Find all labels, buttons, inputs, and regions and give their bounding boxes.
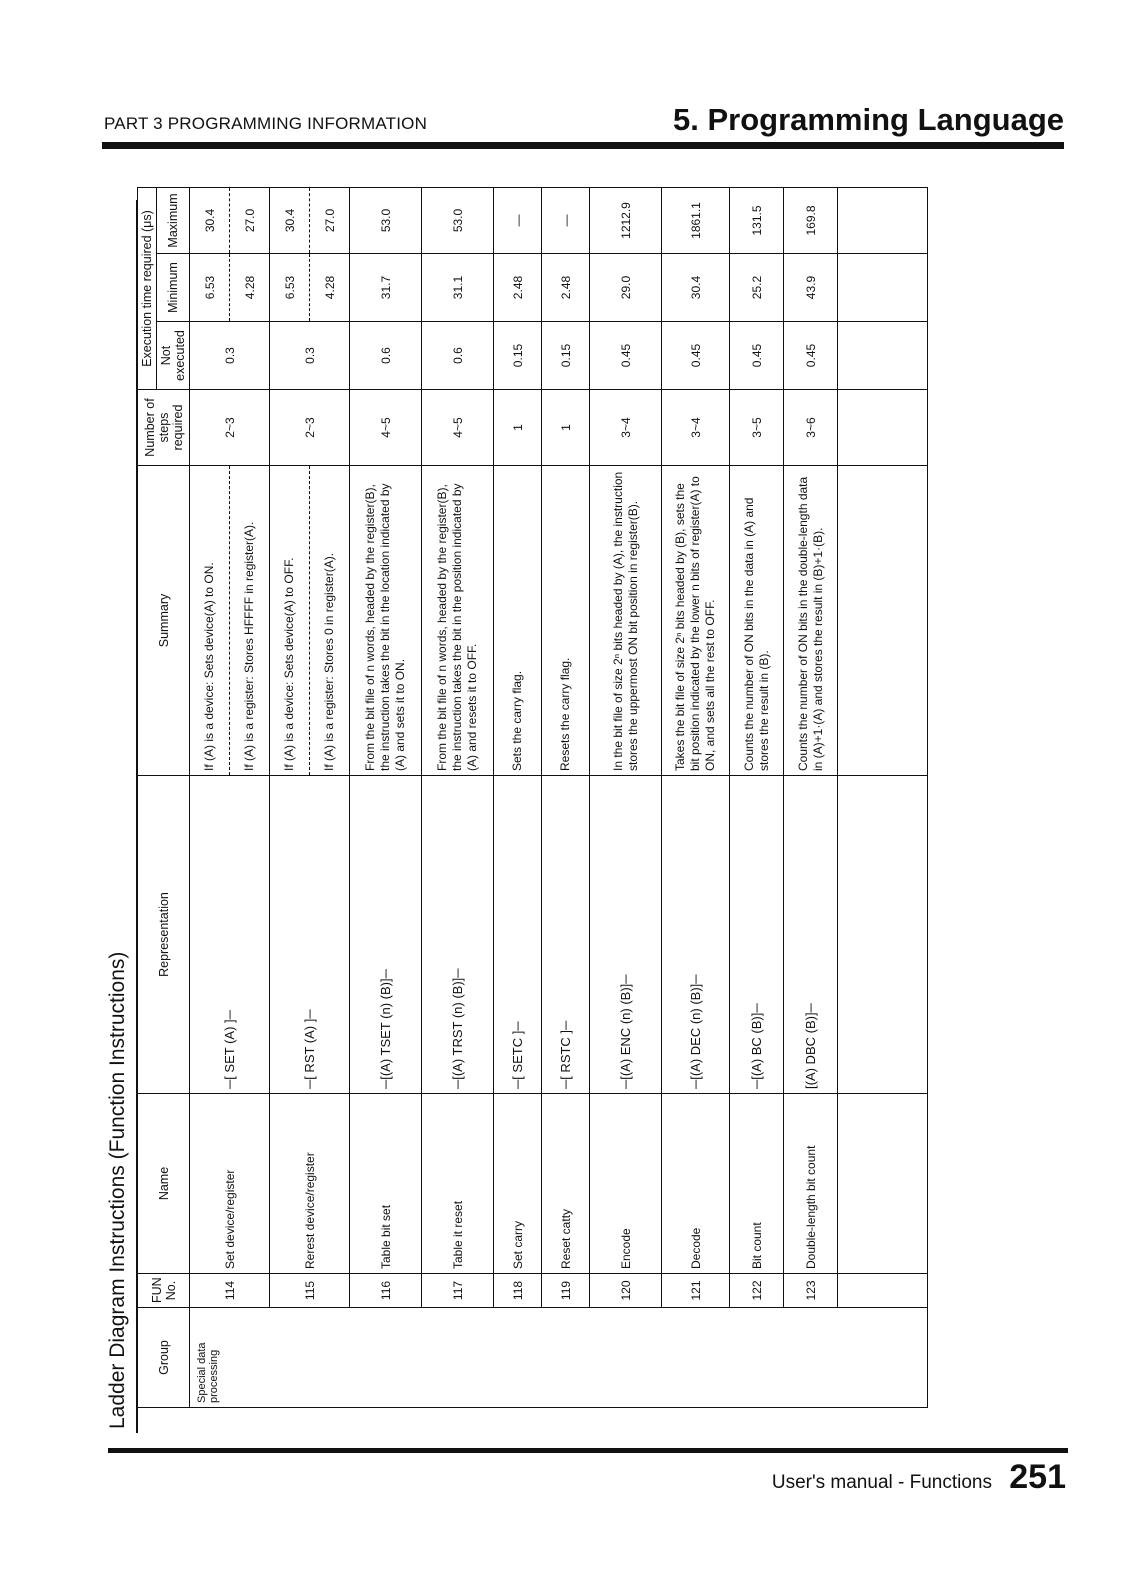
table-row <box>422 187 494 1407</box>
empty-cell <box>838 1094 928 1274</box>
instruction-name: Bit count <box>730 1094 784 1274</box>
col-exec-time: Execution time required (μs) <box>138 187 157 389</box>
steps: 3~5 <box>730 390 784 466</box>
minimum: 25.2 <box>730 254 784 322</box>
group-cell: Special data processing <box>190 1308 928 1408</box>
empty-cell <box>838 1274 928 1308</box>
not-executed: 0.45 <box>590 322 662 390</box>
col-maximum: Maximum <box>157 187 190 253</box>
fun-no: 116 <box>350 1274 422 1308</box>
representation: ─[ RSTC ]─ <box>542 776 590 1094</box>
representation: ─[(A) BC (B)]─ <box>730 776 784 1094</box>
summary: From the bit file of n words, headed by the register(B), the instruction takes the bit in the position indicated by (A) and resets it to OFF. <box>422 466 494 776</box>
summary: Sets the carry flag. <box>494 466 542 776</box>
summary: If (A) is a device: Sets device(A) to ON. <box>190 466 230 776</box>
col-not-executed: Not executed <box>157 322 190 390</box>
table-row <box>784 187 838 1407</box>
summary: From the bit file of n words, headed by the register(B), the instruction takes the bit in the location indicated by (A) and sets it to ON. <box>350 466 422 776</box>
steps: 4~5 <box>422 390 494 466</box>
instruction-name: Set device/register <box>190 1094 270 1274</box>
fun-no: 123 <box>784 1274 838 1308</box>
minimum: 30.4 <box>662 254 730 322</box>
part-heading: PART 3 PROGRAMMING INFORMATION <box>104 114 428 133</box>
minimum: 6.53 <box>190 254 230 322</box>
fun-no: 122 <box>730 1274 784 1308</box>
minimum: 2.48 <box>542 254 590 322</box>
not-executed: 0.15 <box>494 322 542 390</box>
instruction-name: Double-length bit count <box>784 1094 838 1274</box>
instruction-name: Set carry <box>494 1094 542 1274</box>
minimum: 29.0 <box>590 254 662 322</box>
representation: ─[(A) TRST (n) (B)]─ <box>422 776 494 1094</box>
table-title: Ladder Diagram Instructions (Function Instructions) <box>106 951 129 1429</box>
col-summary: Summary <box>138 466 190 776</box>
not-executed: 0.45 <box>730 322 784 390</box>
minimum: 4.28 <box>310 254 350 322</box>
summary: Counts the number of ON bits in the double-length data in (A)+1·(A) and stores the result in (B)+1·(B). <box>784 466 838 776</box>
representation: ─[ SETC ]─ <box>494 776 542 1094</box>
not-executed: 0.15 <box>542 322 590 390</box>
table-row <box>350 187 422 1407</box>
summary: If (A) is a register: Stores HFFFF in register(A). <box>230 466 270 776</box>
col-group: Group <box>138 1308 190 1408</box>
empty-cell <box>838 390 928 466</box>
fun-no: 118 <box>494 1274 542 1308</box>
minimum: 31.7 <box>350 254 422 322</box>
table-row <box>662 187 730 1407</box>
not-executed: 0.45 <box>784 322 838 390</box>
table-row <box>494 187 542 1407</box>
table-row <box>542 187 590 1407</box>
table-row <box>270 187 310 1407</box>
not-executed: 0.3 <box>190 322 270 390</box>
minimum: 4.28 <box>230 254 270 322</box>
steps: 3~4 <box>590 390 662 466</box>
representation: ─[(A) TSET (n) (B)]─ <box>350 776 422 1094</box>
col-name: Name <box>138 1094 190 1274</box>
steps: 1 <box>542 390 590 466</box>
maximum: 131.5 <box>730 187 784 253</box>
maximum: 27.0 <box>230 187 270 253</box>
instruction-table <box>137 187 928 1408</box>
steps: 3~6 <box>784 390 838 466</box>
representation: [(A) DBC (B)]─ <box>784 776 838 1094</box>
col-fun-no: FUN No. <box>138 1274 190 1308</box>
maximum: 1212.9 <box>590 187 662 253</box>
fun-no: 121 <box>662 1274 730 1308</box>
summary: If (A) is a register: Stores 0 in register(A). <box>310 466 350 776</box>
minimum: 43.9 <box>784 254 838 322</box>
empty-row <box>838 187 928 1407</box>
fun-no: 115 <box>270 1274 350 1308</box>
summary: Takes the bit file of size 2ⁿ bits headed by (B), sets the bit position indicated by the lower n bits of register(A) to ON, and sets all the rest to OFF. <box>662 466 730 776</box>
summary: In the bit file of size 2ⁿ bits headed by (A), the instruction stores the uppermost ON bit position in register(B). <box>590 466 662 776</box>
representation: ─[(A) ENC (n) (B)]─ <box>590 776 662 1094</box>
table-row <box>190 187 230 1407</box>
instruction-name: Decode <box>662 1094 730 1274</box>
summary: Resets the carry flag. <box>542 466 590 776</box>
maximum: 30.4 <box>190 187 230 253</box>
col-representation: Representation <box>138 776 190 1094</box>
instruction-name: Reset catty <box>542 1094 590 1274</box>
instruction-name: Table bit set <box>350 1094 422 1274</box>
maximum: 53.0 <box>422 187 494 253</box>
fun-no: 117 <box>422 1274 494 1308</box>
empty-cell <box>838 322 928 390</box>
rotated-table-area <box>106 173 1006 1433</box>
minimum: 2.48 <box>494 254 542 322</box>
maximum: 1861.1 <box>662 187 730 253</box>
not-executed: 0.45 <box>662 322 730 390</box>
representation: ─[ SET (A) ]─ <box>190 776 270 1094</box>
table-row <box>730 187 784 1407</box>
representation: ─[ RST (A) ]─ <box>270 776 350 1094</box>
representation: ─[(A) DEC (n) (B)]─ <box>662 776 730 1094</box>
page-number: 251 <box>1009 1458 1066 1496</box>
footer-text: User's manual - Functions <box>771 1472 992 1493</box>
empty-cell <box>838 187 928 253</box>
table-row <box>590 187 662 1407</box>
minimum: 6.53 <box>270 254 310 322</box>
instruction-name: Table it reset <box>422 1094 494 1274</box>
not-executed: 0.3 <box>270 322 350 390</box>
fun-no: 120 <box>590 1274 662 1308</box>
steps: 3~4 <box>662 390 730 466</box>
empty-cell <box>838 466 928 776</box>
footer-rule <box>108 1448 1068 1453</box>
summary: Counts the number of ON bits in the data in (A) and stores the result in (B). <box>730 466 784 776</box>
maximum: 53.0 <box>350 187 422 253</box>
instruction-name: Rerest device/register <box>270 1094 350 1274</box>
maximum: 169.8 <box>784 187 838 253</box>
col-steps: Number of steps required <box>138 390 190 466</box>
chapter-heading: 5. Programming Language <box>672 102 1064 137</box>
header-row <box>138 187 157 1407</box>
maximum: — <box>494 187 542 253</box>
col-minimum: Minimum <box>157 254 190 322</box>
summary: If (A) is a device: Sets device(A) to OFF. <box>270 466 310 776</box>
not-executed: 0.6 <box>350 322 422 390</box>
instruction-name: Encode <box>590 1094 662 1274</box>
maximum: 30.4 <box>270 187 310 253</box>
steps: 1 <box>494 390 542 466</box>
steps: 4~5 <box>350 390 422 466</box>
steps: 2~3 <box>270 390 350 466</box>
not-executed: 0.6 <box>422 322 494 390</box>
empty-cell <box>838 776 928 1094</box>
header-rule <box>102 142 1064 149</box>
fun-no: 114 <box>190 1274 270 1308</box>
steps: 2~3 <box>190 390 270 466</box>
minimum: 31.1 <box>422 254 494 322</box>
fun-no: 119 <box>542 1274 590 1308</box>
maximum: — <box>542 187 590 253</box>
maximum: 27.0 <box>310 187 350 253</box>
empty-cell <box>838 254 928 322</box>
